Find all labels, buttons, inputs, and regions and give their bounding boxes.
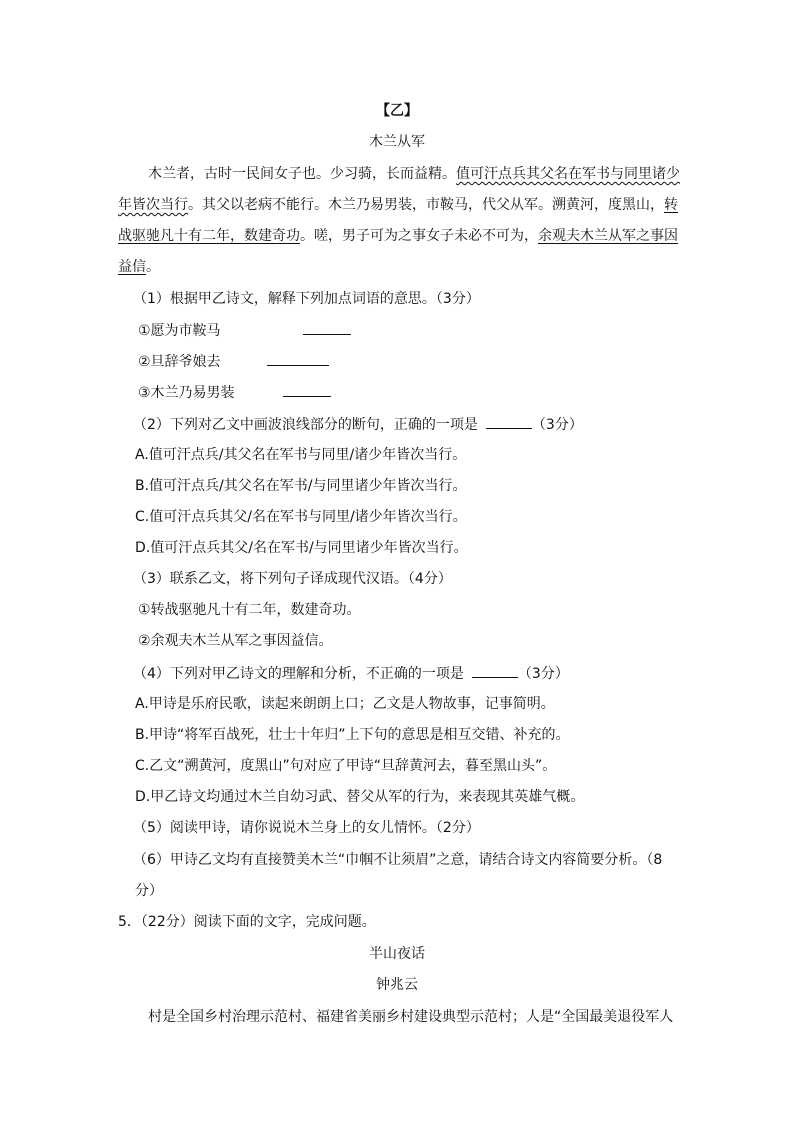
question-4-stem: （4）下列对甲乙诗文的理解和分析，不正确的一项是 （3分） xyxy=(133,663,569,684)
question-3-item-1: ①转战驱驰凡十有二年，数建奇功。 xyxy=(138,602,361,618)
answer-blank[interactable] xyxy=(486,414,532,429)
passage-line-1: 木兰者，古时一民间女子也。少习骑，长而益精。值可汗点兵其父名在军书与同里诸少 xyxy=(148,166,680,182)
question-1-item-2: ②旦辞爷娘去 xyxy=(138,351,329,372)
passage-heading: 【乙】 xyxy=(376,103,418,119)
question-4-option-d: D.甲乙诗文均通过木兰自幼习武、替父从军的行为，来表现其英雄气概。 xyxy=(135,789,585,805)
underlined-segment: 余观夫木兰从军之事因 xyxy=(538,228,678,244)
question-1-item-3: ③木兰乃易男装 xyxy=(138,382,331,403)
passage-line-4: 益信。 xyxy=(118,259,160,275)
passage-line-3: 战驱驰凡十有二年，数建奇功。嗟，男子可为之事女子未必不可为，余观夫木兰从军之事因 xyxy=(118,228,678,244)
section-5-title: 半山夜话 xyxy=(369,946,425,962)
question-5-stem: （5）阅读甲诗，请你说说木兰身上的女儿情怀。（2分） xyxy=(133,820,480,836)
question-4-option-a: A.甲诗是乐府民歌，读起来朗朗上口；乙文是人物故事，记事简明。 xyxy=(135,696,555,712)
question-2-stem: （2）下列对乙文中画波浪线部分的断句，正确的一项是 （3分） xyxy=(133,414,583,435)
underlined-segment: 益信 xyxy=(118,259,146,275)
question-2-option-a: A.值可汗点兵/其父名在军书与同里/诸少年皆次当行。 xyxy=(135,447,467,463)
question-4-option-c: C.乙文“溯黄河，度黑山”句对应了甲诗“旦辞黄河去，暮至黑山头”。 xyxy=(135,758,557,774)
question-3-item-2: ②余观夫木兰从军之事因益信。 xyxy=(138,633,333,649)
wavy-underline-segment: 值可汗点兵其父名在军书与同里诸少 xyxy=(456,166,680,182)
question-1-stem: （1）根据甲乙诗文，解释下列加点词语的意思。（3分） xyxy=(133,291,480,307)
question-2-option-b: B.值可汗点兵/其父名在军书/与同里诸少年皆次当行。 xyxy=(135,478,467,494)
section-5-author: 钟兆云 xyxy=(376,977,418,993)
section-5-first-line: 村是全国乡村治理示范村、福建省美丽乡村建设典型示范村；人是“全国最美退役军人 xyxy=(148,1009,674,1025)
answer-blank[interactable] xyxy=(472,663,518,678)
section-5-header: 5．（22分）阅读下面的文字，完成问题。 xyxy=(118,914,376,930)
question-2-option-d: D.值可汗点兵其父/名在军书/与同里诸少年皆次当行。 xyxy=(135,540,468,556)
passage-line-2: 年皆次当行。其父以老病不能行。木兰乃易男装，市鞍马，代父从军。溯黄河，度黑山，转 xyxy=(118,197,678,213)
wavy-underline-segment: 年皆次当行 xyxy=(118,197,188,213)
underlined-segment: 战驱驰凡十有二年，数建奇功 xyxy=(118,228,300,244)
answer-blank[interactable] xyxy=(267,351,329,366)
answer-blank[interactable] xyxy=(303,320,351,335)
question-2-option-c: C.值可汗点兵其父/名在军书与同里/诸少年皆次当行。 xyxy=(135,509,467,525)
question-1-item-1: ①愿为市鞍马 xyxy=(138,320,351,341)
answer-blank[interactable] xyxy=(283,382,331,397)
question-6-stem-line-1: （6）甲诗乙文均有直接赞美木兰“巾帼不让须眉”之意，请结合诗文内容简要分析。（8 xyxy=(133,852,663,868)
question-6-stem-line-2: 分） xyxy=(135,883,163,899)
question-3-stem: （3）联系乙文，将下列句子译成现代汉语。（4分） xyxy=(133,571,452,587)
underlined-segment: 转 xyxy=(664,197,678,213)
question-4-option-b: B.甲诗“将军百战死，壮士十年归”上下句的意思是相互交错、补充的。 xyxy=(135,727,570,743)
passage-title: 木兰从军 xyxy=(369,134,425,150)
